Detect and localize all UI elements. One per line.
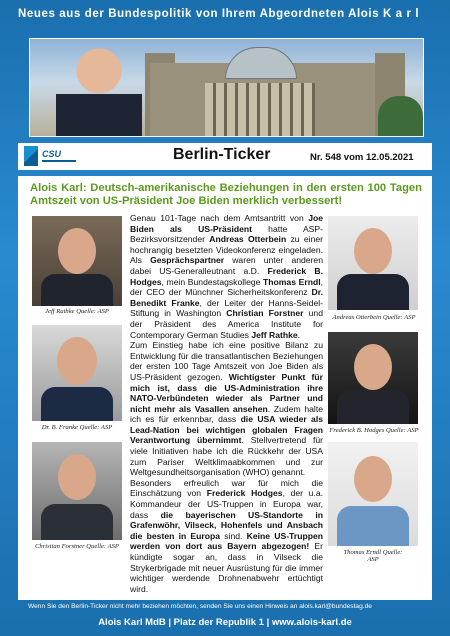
article-headline: Alois Karl: Deutsch-amerikanische Beziehungen in den ersten 100 Tagen Amtszeit von US-Präsident Joe Biden merklich verbessert! — [30, 182, 422, 207]
article-emphasis: Keine US-Truppen werden von dort aus Bayern abgezogen! — [130, 530, 323, 552]
photo-frederick-hodges — [328, 332, 418, 424]
ticker-band — [18, 143, 432, 170]
ticker-title: Berlin-Ticker — [173, 146, 271, 163]
photo-shirt — [337, 506, 409, 546]
issue-number: Nr. 548 vom 12.05.2021 — [310, 152, 414, 163]
hero-image — [29, 38, 424, 137]
article-text: und der Präsident des America Institute for Contemporary German Studies — [130, 308, 323, 340]
caption-christian-forstner: Christian Forstner Quelle: ASP — [35, 543, 119, 550]
photo-suit — [337, 390, 409, 424]
photo-suit — [337, 274, 409, 310]
footer-contact: Alois Karl MdB | Platz der Republik 1 | www.alois-karl.de — [98, 617, 352, 628]
hero-trees — [378, 96, 423, 136]
article-text: Besonders erfreulich war für mich die Einschätzung von — [130, 477, 323, 499]
article-paragraph-3 — [130, 478, 323, 595]
article-paragraph-1 — [130, 213, 323, 340]
article-text: , der u.a. Kommandeur der US-Truppen in Europa war, dass — [130, 488, 323, 520]
article-emphasis: die USA wieder als Lead-Nation bei wichtigen globalen Fragen Verantwortung übernimmt — [130, 414, 323, 446]
article-paragraph-2 — [130, 340, 323, 478]
caption-andreas-otterbein: Andreas Otterbein Quelle: ASP — [332, 314, 416, 321]
photo-jeff-rathke — [32, 216, 122, 306]
photo-suit — [41, 274, 113, 306]
article-text: , der CEO der Münchner Sicherheitskonferenz — [130, 276, 323, 298]
newsletter-header-title: Neues aus der Bundespolitik von Ihrem Abgeordneten Alois K a r l — [18, 8, 420, 20]
caption-frederick-hodges: Frederick B. Hodges Quelle: ASP — [329, 427, 419, 434]
reichstag-columns — [205, 83, 315, 136]
article-emphasis: die bayerischen US-Standorte in Grafenwöhr, Vilseck, Hohenfels und Ansbach die besten in Europa — [130, 509, 324, 541]
article-body — [130, 213, 323, 594]
article-text: , der Leiter der Hanns-Seidel-Stiftung in Washington — [130, 297, 323, 319]
article-text: sind. — [220, 530, 247, 541]
article-emphasis: Andreas Otterbein — [209, 234, 287, 245]
photo-suit — [41, 504, 113, 540]
article-emphasis: Frederick Hodges — [206, 488, 283, 499]
caption-thomas-erndl: Thomas Erndl Quelle: ASP — [343, 549, 403, 563]
article-emphasis: Wichtigster Punkt für mich ist, dass die US-Administration ihre NATO-Verbündeten wieder als Partner und nicht mehr als Vasallen ansehen — [130, 371, 323, 414]
photo-face — [58, 454, 96, 500]
unsubscribe-note: Wenn Sie den Berlin-Ticker nicht mehr beziehen möchten, senden Sie uns einen Hinweis an alois.karl@bundestag.de — [28, 603, 372, 610]
csu-logo-underline — [42, 160, 76, 162]
article-text: waren unter anderen dabei US-Generalleutnant a.D. — [130, 255, 323, 276]
caption-benedikt-franke: Dr. B. Franke Quelle: ASP — [41, 424, 113, 431]
article-text: Er kündigte sogar an, dass in Vilseck die Strykerbrigade mit neuer Ausrüstung für die immer wichtiger werdende Drohnenabwehr ertüchtigt wird. — [130, 541, 323, 594]
article-panel — [18, 176, 432, 600]
csu-logo-text: CSU — [42, 149, 62, 159]
article-text: . Zudem halte ich es für erkennbar, dass — [130, 403, 323, 425]
csu-logo-icon — [24, 146, 38, 166]
article-text: hatte ASP-Bezirksvorsitzender — [130, 223, 323, 245]
photo-face — [354, 344, 392, 390]
photo-benedikt-franke — [32, 325, 122, 421]
photo-face — [57, 337, 97, 385]
photo-suit — [41, 387, 113, 421]
article-text: . Stellvertretend für viele Initiativen habe ich die Rückkehr der USA zum Pariser Weltklimaabkommen und zur Weltgesundheitsorganisation (WHO) genannt. — [130, 435, 323, 478]
article-text: Zum Einstieg habe ich eine positive Bilanz zu Entwicklung für die transatlantischen Beziehungen der ersten 100 Tage Amtszeit von Joe Biden als US-Präsident gezogen. — [130, 340, 323, 382]
article-text: Genau 101-Tage nach dem Amtsantritt von — [130, 213, 309, 223]
article-emphasis: Christian Forstner — [226, 308, 304, 319]
article-emphasis: Joe Biden als US-Präsident — [130, 213, 323, 234]
caption-jeff-rathke: Jeff Rathke Quelle: ASP — [45, 308, 109, 315]
photo-andreas-otterbein — [328, 216, 418, 310]
article-emphasis: Frederick B. Hodges — [130, 265, 323, 287]
article-emphasis: Thomas Erndl — [263, 276, 321, 287]
article-emphasis: Dr. Benedikt Franke — [130, 287, 323, 308]
photo-face — [354, 228, 392, 274]
csu-logo — [24, 146, 76, 166]
photo-christian-forstner — [32, 442, 122, 540]
article-text: zu einer hochrangig besetzten Videokonferenz eingeladen. Als — [130, 234, 323, 266]
article-text: . — [297, 329, 301, 340]
reichstag-dome — [225, 47, 297, 79]
photo-face — [354, 456, 392, 502]
author-portrait — [56, 43, 142, 136]
article-emphasis: Gesprächspartner — [150, 255, 225, 266]
article-text: , mein Bundestagskollege — [161, 276, 264, 287]
photo-thomas-erndl — [328, 442, 418, 546]
photo-face — [58, 228, 96, 274]
article-emphasis: Jeff Rathke — [251, 329, 298, 340]
